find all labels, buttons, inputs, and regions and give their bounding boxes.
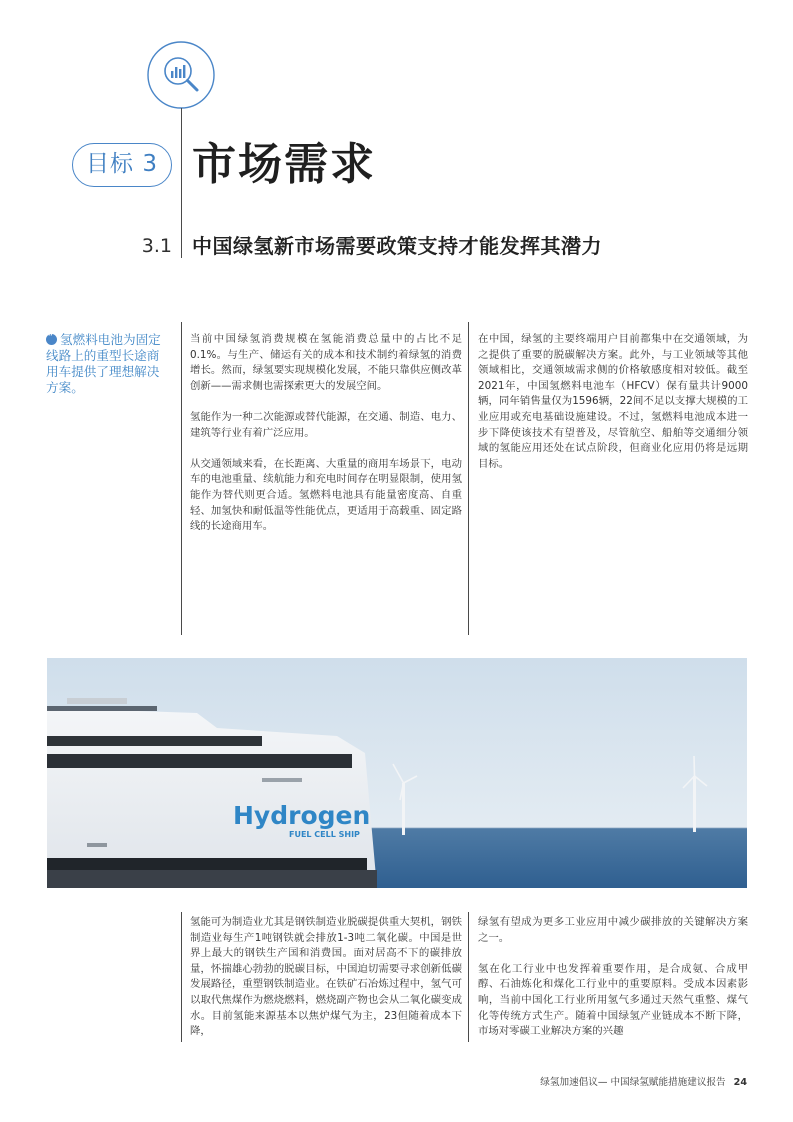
footer-text: 绿氢加速倡议— 中国绿氢赋能措施建议报告 <box>540 1077 726 1088</box>
paragraph: 当前中国绿氢消费规模在氢能消费总量中的占比不足0.1%。与生产、储运有关的成本和技术制约着绿氢的消费增长。然而，绿氢要实现规模化发展，不能只靠供应侧改革创新——需求侧也需探索更大的发展空间。 <box>190 333 462 392</box>
page-number: 24 <box>733 1077 747 1088</box>
text-column-2 <box>478 332 748 472</box>
hull-subtext: FUEL CELL SHIP <box>289 830 360 839</box>
pull-quote-text: 氢燃料电池为固定线路上的重型长途商用车提供了理想解决方案。 <box>46 332 161 395</box>
section-number: 3.1 <box>141 235 172 257</box>
paragraph: 在中国，绿氢的主要终端用户目前都集中在交通领域，为之提供了重要的脱碳解决方案。此外，与工业领域等其他领域相比，交通领域需求侧的价格敏感度相对较低。截至2021年，中国氢燃料电池车（HFCV）保有量共计9000辆，同年销售量仅为1596辆，22间不足以支撑大规模的工业应用或充电基础设施建设。不过，氢燃料电池成本进一步下降使该技术有望普及，尽管航空、船舶等交通细分领域的氢能应用还处在试点阶段，但商业化应用仍将是远期目标。 <box>478 333 748 470</box>
column-divider-3 <box>181 912 182 1042</box>
column-divider-2 <box>468 322 469 635</box>
pull-quote <box>46 332 162 396</box>
text-column-4 <box>478 915 748 1040</box>
goal-badge: 目标 3 <box>72 143 172 187</box>
footer <box>440 1076 747 1090</box>
page-title: 市场需求 <box>192 139 376 190</box>
magnifier-chart-icon <box>146 40 216 110</box>
paragraph: 氢能作为一种二次能源或替代能源，在交通、制造、电力、建筑等行业有着广泛应用。 <box>190 410 462 439</box>
hull-text: Hydrogen <box>233 801 371 830</box>
column-divider-1 <box>181 322 182 635</box>
paragraph: 氢在化工行业中也发挥着重要作用，是合成氨、合成甲醇、石油炼化和煤化工行业中的重要原料。受成本因素影响，当前中国化工行业所用氢气多通过天然气重整、煤气化等传统方式生产。随着中国绿氢产业链成本不断下降，市场对零碳工业解决方案的兴趣 <box>478 962 748 1038</box>
paragraph: 氢能可为制造业尤其是钢铁制造业脱碳提供重大契机，钢铁制造业每生产1吨钢铁就会排放1-3吨二氧化碳。中国是世界上最大的钢铁生产国和消费国。面对居高不下的碳排放量，怀揣雄心勃勃的脱碳目标，中国迫切需要寻求创新低碳发展路径，重塑钢铁制造业。在铁矿石冶炼过程中，氢气可以取代焦煤作为燃烧燃料，燃烧副产物也会从二氧化碳变成水。目前氢能来源基本以焦炉煤气为主，23但随着成本下降， <box>190 916 462 1038</box>
section-title: 中国绿氢新市场需要政策支持才能发挥其潜力 <box>192 234 602 258</box>
text-column-3 <box>190 915 462 1040</box>
quote-icon <box>46 334 57 345</box>
text-column-1 <box>190 332 462 535</box>
header-divider <box>181 108 182 258</box>
paragraph: 绿氢有望成为更多工业应用中减少碳排放的关键解决方案之一。 <box>478 916 748 944</box>
column-divider-4 <box>468 912 469 1042</box>
hydrogen-ship-photo <box>47 658 747 888</box>
paragraph: 从交通领域来看，在长距离、大重量的商用车场景下，电动车的电池重量、续航能力和充电时间存在明显限制，使用氢能作为替代则更合适。氢燃料电池具有能量密度高、自重轻、加氢快和耐低温等性能优点，更适用于高载重、固定路线的长途商用车。 <box>190 457 462 533</box>
